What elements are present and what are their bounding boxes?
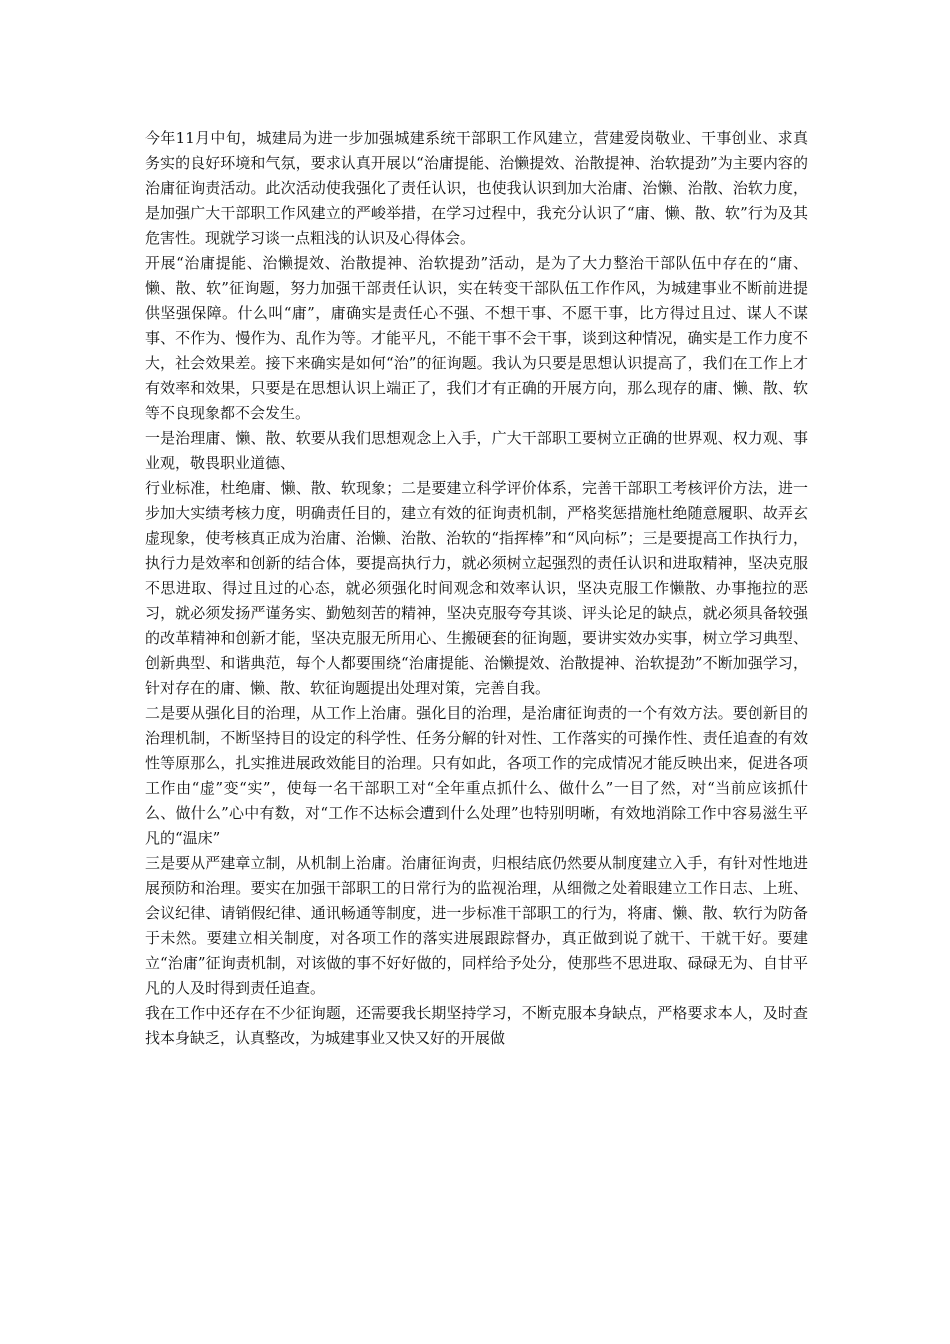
paragraph-point-two: 二是要从强化目的治理，从工作上治庸。强化目的治理，是治庸征询责的一个有效方法。要创新目的治理机制，不断坚持目的设定的科学性、任务分解的针对性、工作落实的可操作性、责任追查的有效性等原那么，扎实推进展政效能目的治理。只有如此，各项工作的完成情况才能反映出来，促进各项工作由“虚”变“实”，使每一名干部职工对“全年重点抓什么、做什么”一目了然，对“当前应该抓什么、做什么”心中有数，对“工作不达标会遭到什么处理”也特别明晰，有效地消除工作中容易滋生平凡的“温床”	[145, 704, 808, 847]
paragraph-conclusion: 我在工作中还存在不少征询题，还需要我长期坚持学习，不断克服本身缺点，严格要求本人，及时查找本身缺乏，认真整改，为城建事业又快又好的开展做	[145, 1004, 808, 1047]
paragraph-point-one-continued: 行业标准，杜绝庸、懒、散、软现象；二是要建立科学评价体系，完善干部职工考核评价方法，进一步加大实绩考核力度，明确责任目的，建立有效的征询责机制，严格奖惩措施杜绝随意履职、故弄玄虚现象，使考核真正成为治庸、治懒、治散、治软的“指挥棒”和“风向标”；三是要提高工作执行力，执行力是效率和创新的结合体，要提高执行力，就必须树立起强烈的责任认识和进取精神，坚决克服不思进取、得过且过的心态，就必须强化时间观念和效率认识，坚决克服工作懒散、办事拖拉的恶习，就必须发扬严谨务实、勤勉刻苦的精神，坚决克服夸夸其谈、评头论足的缺点，就必须具备较强的改革精神和创新才能，坚决克服无所用心、生搬硬套的征询题，要讲实效办实事，树立学习典型、创新典型、和谐典范，每个人都要围绕“治庸提能、治懒提效、治散提神、治软提劲”不断加强学习，针对存在的庸、懒、散、软征询题提出处理对策，完善自我。	[145, 479, 808, 697]
paragraph-activity-purpose: 开展“治庸提能、治懒提效、治散提神、治软提劲”活动，是为了大力整治干部队伍中存在的“庸、懒、散、软”征询题，努力加强干部责任认识，实在转变干部队伍工作作风，为城建事业不断前进提供坚强保障。什么叫“庸”，庸确实是责任心不强、不想干事、不愿干事，比方得过且过、谋人不谋事、不作为、慢作为、乱作为等。才能平凡，不能干事不会干事，谈到这种情况，确实是工作力度不大，社会效果差。接下来确实是如何“治”的征询题。我认为只要是思想认识提高了，我们在工作上才有效率和效果，只要是在思想认识上端正了，我们才有正确的开展方向，那么现存的庸、懒、散、软等不良现象都不会发生。	[145, 254, 808, 422]
paragraph-point-one: 一是治理庸、懒、散、软要从我们思想观念上入手，广大干部职工要树立正确的世界观、权力观、事业观，敬畏职业道德、	[145, 429, 808, 472]
paragraph-intro: 今年11月中旬，城建局为进一步加强城建系统干部职工作风建立，营建爱岗敬业、干事创业、求真务实的良好环境和气氛，要求认真开展以“治庸提能、治懒提效、治散提神、治软提劲”为主要内容的治庸征询责活动。此次活动使我强化了责任认识，也使我认识到加大治庸、治懒、治散、治软力度，是加强广大干部职工作风建立的严峻举措，在学习过程中，我充分认识了“庸、懒、散、软”行为及其危害性。现就学习谈一点粗浅的认识及心得体会。	[145, 129, 808, 247]
paragraph-point-three: 三是要从严建章立制，从机制上治庸。治庸征询责，归根结底仍然要从制度建立入手，有针对性地进展预防和治理。要实在加强干部职工的日常行为的监视治理，从细微之处着眼建立工作日志、上班、会议纪律、请销假纪律、通讯畅通等制度，进一步标准干部职工的行为，将庸、懒、散、软行为防备于未然。要建立相关制度，对各项工作的落实进展跟踪督办，真正做到说了就干、干就干好。要建立“治庸”征询责机制，对该做的事不好好做的，同样给予处分，使那些不思进取、碌碌无为、自甘平凡的人及时得到责任追查。	[145, 854, 808, 997]
document-body	[145, 126, 808, 1051]
